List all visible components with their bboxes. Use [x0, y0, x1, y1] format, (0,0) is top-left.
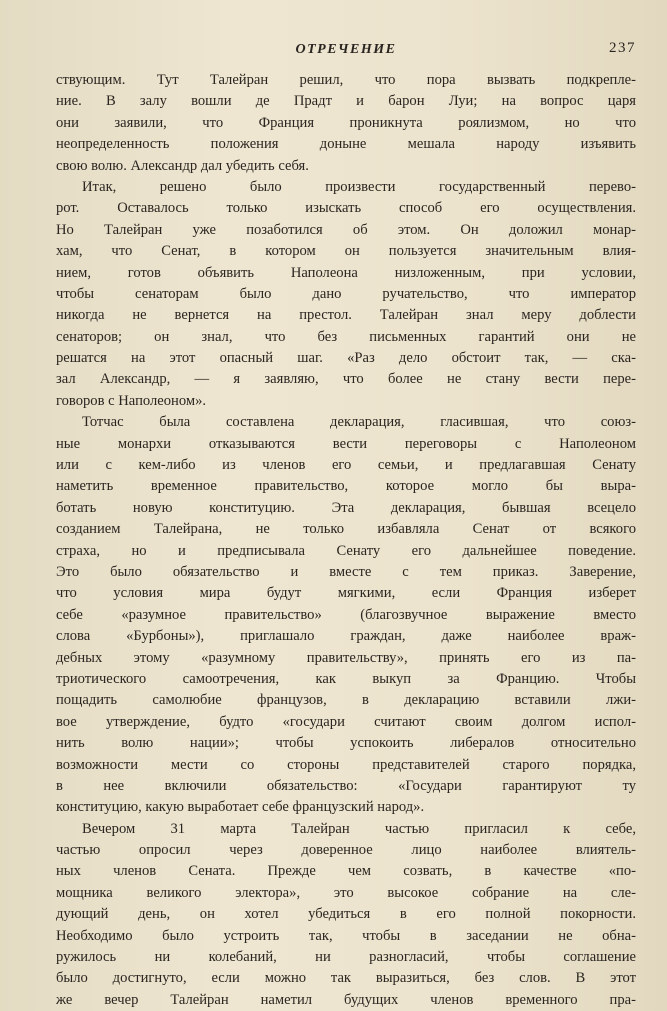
text-line: никогда не вернется на престол. Талейран знал меру доблести: [56, 307, 636, 324]
text-line: дебных этому «разумному правительству», принять его из па-: [56, 649, 636, 666]
text-line: ботать новую конституцию. Эта декларация, бывшая всецело: [56, 499, 636, 516]
text-line: говоров с Наполеоном».: [56, 392, 207, 409]
text-line: решатся на этот опасный шаг. «Раз дело обстоит так, — ска-: [56, 350, 636, 367]
text-line: ружилось ни колебаний, ни разногласий, чтобы соглашение: [56, 949, 636, 966]
text-line: рот. Оставалось только изыскать способ его осуществления.: [56, 200, 636, 217]
text-line: чтобы сенаторам было дано ручательство, что император: [56, 285, 636, 302]
text-line: наметить временное правительство, которое могло бы выра-: [56, 478, 636, 495]
text-line: хам, что Сенат, в котором он пользуется значительным влия-: [56, 243, 636, 260]
text-line: Необходимо было устроить так, чтобы в заседании не обна-: [56, 927, 636, 944]
text-line: же вечер Талейран наметил будущих членов временного пра-: [56, 991, 636, 1008]
text-line: возможности мести со стороны представителей старого порядка,: [56, 756, 636, 773]
text-line: Это было обязательство и вместе с тем приказ. Заверение,: [56, 563, 636, 580]
text-line: ных членов Сената. Прежде чем созвать, в качестве «по-: [56, 863, 636, 880]
text-line: свою волю. Александр дал убедить себя.: [56, 157, 309, 174]
text-line: конституцию, какую выработает себе французский народ».: [56, 799, 425, 816]
text-line: что условия мира будут мягкими, если Франция изберет: [56, 585, 636, 602]
text-line: триотического самоотречения, как выкуп за Францию. Чтобы: [56, 670, 636, 687]
text-line: созданием Талейрана, не только избавляла Сенат от всякого: [56, 521, 636, 538]
text-line: пощадить самолюбие французов, в декларацию вставили лжи-: [56, 692, 636, 709]
text-line: ные монархи отказываются вести переговоры с Наполеоном: [56, 435, 636, 452]
page-number: 237: [609, 40, 636, 56]
text-line: страха, но и предписывала Сенату его дальнейшее поведение.: [56, 542, 636, 559]
text-line: неопределенность положения доныне мешала народу изъявить: [56, 136, 636, 153]
body-text: [56, 70, 636, 1011]
text-line: Вечером 31 марта Талейран частью пригласил к себе,: [82, 820, 636, 837]
text-line: ствующим. Тут Талейран решил, что пора вызвать подкрепле-: [56, 72, 636, 88]
text-line: нием, готов объявить Наполеона низложенным, при условии,: [56, 264, 636, 281]
text-line: нить волю нации»; чтобы успокоить либералов относительно: [56, 735, 636, 752]
text-line: они заявили, что Франция проникнута роялизмом, но что: [56, 114, 636, 131]
text-line: зал Александр, — я заявляю, что более не стану вести пере-: [56, 371, 636, 388]
text-line: слова «Бурбоны»), приглашало граждан, даже наиболее враж-: [56, 628, 636, 645]
page-header: [56, 40, 636, 64]
text-line: частью опросил через доверенное лицо наиболее влиятель-: [56, 842, 636, 859]
text-line: или с кем-либо из членов его семьи, и предлагавшая Сенату: [56, 457, 636, 474]
text-line: сенаторов; он знал, что без письменных гарантий они не: [56, 328, 636, 345]
book-page: [56, 40, 636, 1011]
text-line: вое утверждение, будто «государи считают своим долгом испол-: [56, 713, 636, 730]
text-line: дующий день, он хотел убедиться в его полной покорности.: [56, 906, 636, 923]
text-line: мощника великого электора», это высокое собрание на сле-: [56, 884, 636, 901]
text-line: ние. В залу вошли де Прадт и барон Луи; на вопрос царя: [56, 93, 636, 110]
text-line: себе «разумное правительство» (благозвучное выражение вместо: [56, 606, 636, 623]
text-line: в нее включили обязательство: «Государи гарантируют ту: [56, 777, 636, 794]
text-line: было достигнуто, если можно так выразиться, без слов. В этот: [56, 970, 636, 987]
text-line: Итак, решено было произвести государственный перево-: [82, 178, 636, 195]
running-title: ОТРЕЧЕНИЕ: [295, 42, 397, 57]
text-line: Тотчас была составлена декларация, гласившая, что союз-: [82, 414, 636, 431]
text-line: Но Талейран уже позаботился об этом. Он доложил монар-: [56, 221, 636, 238]
